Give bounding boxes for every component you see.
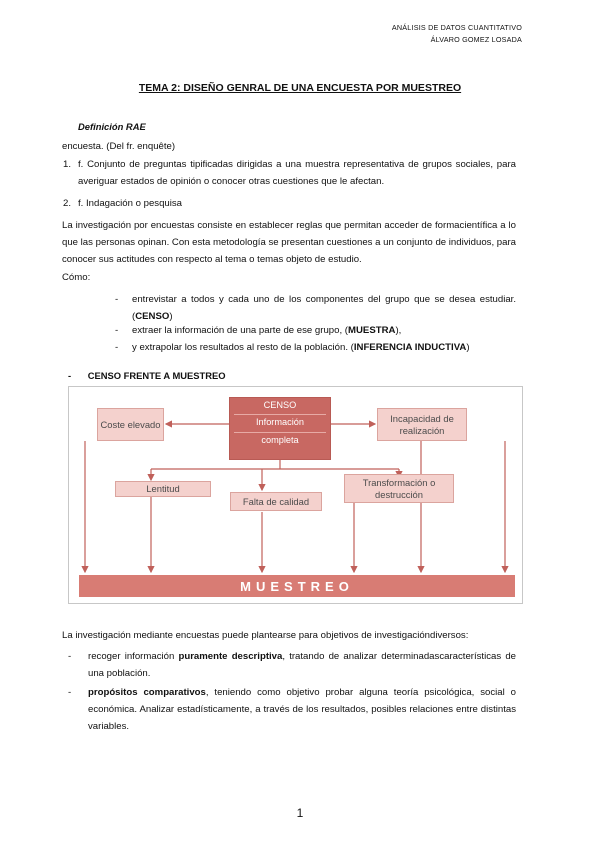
header-author: ÁLVARO GOMEZ LOSADA <box>430 34 522 44</box>
item-number: 2. <box>63 198 72 209</box>
step-text-end: ) <box>466 342 470 353</box>
step-bold: CENSO <box>135 311 170 322</box>
purpose-text-end: , tratando de analizar determinadascaracterísticas de una población. <box>88 651 517 679</box>
step-text-end: ) <box>169 311 173 322</box>
falta-calidad-box: Falta de calidad <box>230 492 322 511</box>
dash-bullet: - <box>68 651 72 662</box>
dash-bullet: - <box>115 294 119 305</box>
dash-bullet: - <box>68 687 72 698</box>
purpose-2 <box>62 684 516 735</box>
dash-bullet: - <box>115 342 119 353</box>
diagram-heading <box>68 370 226 381</box>
definition-item-2 <box>63 195 516 212</box>
step-text-end: ), <box>395 325 402 336</box>
step-text: y extrapolar los resultados al resto de la población. ( <box>132 342 354 353</box>
incapacidad-box: Incapacidad de realización <box>377 408 467 441</box>
item-number: 1. <box>63 159 72 170</box>
purpose-text-end: , teniendo como objetivo probar alguna teoría psicológica, social o económica. Analizar estadísticamente, a través de los resultados, posibles relaciones entre distintas variables. <box>88 687 516 732</box>
muestreo-bar: MUESTREO <box>79 575 515 597</box>
step-1 <box>115 291 516 325</box>
lentitud-box: Lentitud <box>115 481 211 497</box>
step-2 <box>115 322 516 339</box>
item-text: f. Indagación o pesquisa <box>78 198 183 209</box>
step-bold: INFERENCIA INDUCTIVA <box>353 342 467 353</box>
coste-elevado-box: Coste elevado <box>97 408 164 441</box>
dash-bullet: - <box>68 370 72 381</box>
item-text: f. Conjunto de preguntas tipificadas dirigidas a una muestra representativa de grupos sociales, para averiguar estados de opinión o conocer otras cuestiones que le afectan. <box>78 159 516 187</box>
censo-vs-muestreo-diagram <box>68 386 523 604</box>
purpose-1 <box>62 648 516 682</box>
censo-line-1: CENSO <box>263 400 297 410</box>
doc-header <box>392 22 522 45</box>
purpose-intro: La investigación mediante encuestas puede plantearse para objetivos de investigacióndiversos: <box>62 630 469 641</box>
censo-line-3: completa <box>234 432 326 448</box>
page-title: TEMA 2: DISEÑO GENRAL DE UNA ENCUESTA POR MUESTREO <box>138 82 462 94</box>
censo-box <box>229 397 331 460</box>
header-course: ANÁLISIS DE DATOS CUANTITATIVO <box>391 23 522 32</box>
definition-heading: Definición RAE <box>78 121 146 132</box>
purpose-bold: propósitos comparativos <box>88 687 206 698</box>
transformacion-box: Transformación o destrucción <box>344 474 454 503</box>
purpose-text: recoger información <box>88 651 179 662</box>
step-bold: MUESTRA <box>348 325 396 336</box>
purpose-bold: puramente descriptiva <box>178 651 283 662</box>
step-text: extraer la información de una parte de ese grupo, ( <box>132 325 348 336</box>
definition-item-1 <box>63 156 516 190</box>
diagram-heading-text: CENSO FRENTE A MUESTREO <box>87 370 226 381</box>
como-label: Cómo: <box>62 272 91 283</box>
dash-bullet: - <box>115 325 119 336</box>
step-text: entrevistar a todos y cada uno de los componentes del grupo que se desea estudiar. ( <box>132 294 516 322</box>
step-3 <box>115 339 516 356</box>
censo-line-2: Información <box>234 414 326 430</box>
definition-word: encuesta. (Del fr. enquête) <box>62 141 176 152</box>
intro-paragraph: La investigación por encuestas consiste en establecer reglas que permitan acceder de formacientífica a lo que las personas opinan. Con esta metodología se presentan cuestiones a un conjunto de individuos, para conocer sus actitudes con respecto al tema o temas objeto de estudio. <box>62 220 516 265</box>
page-number: 1 <box>296 806 304 820</box>
